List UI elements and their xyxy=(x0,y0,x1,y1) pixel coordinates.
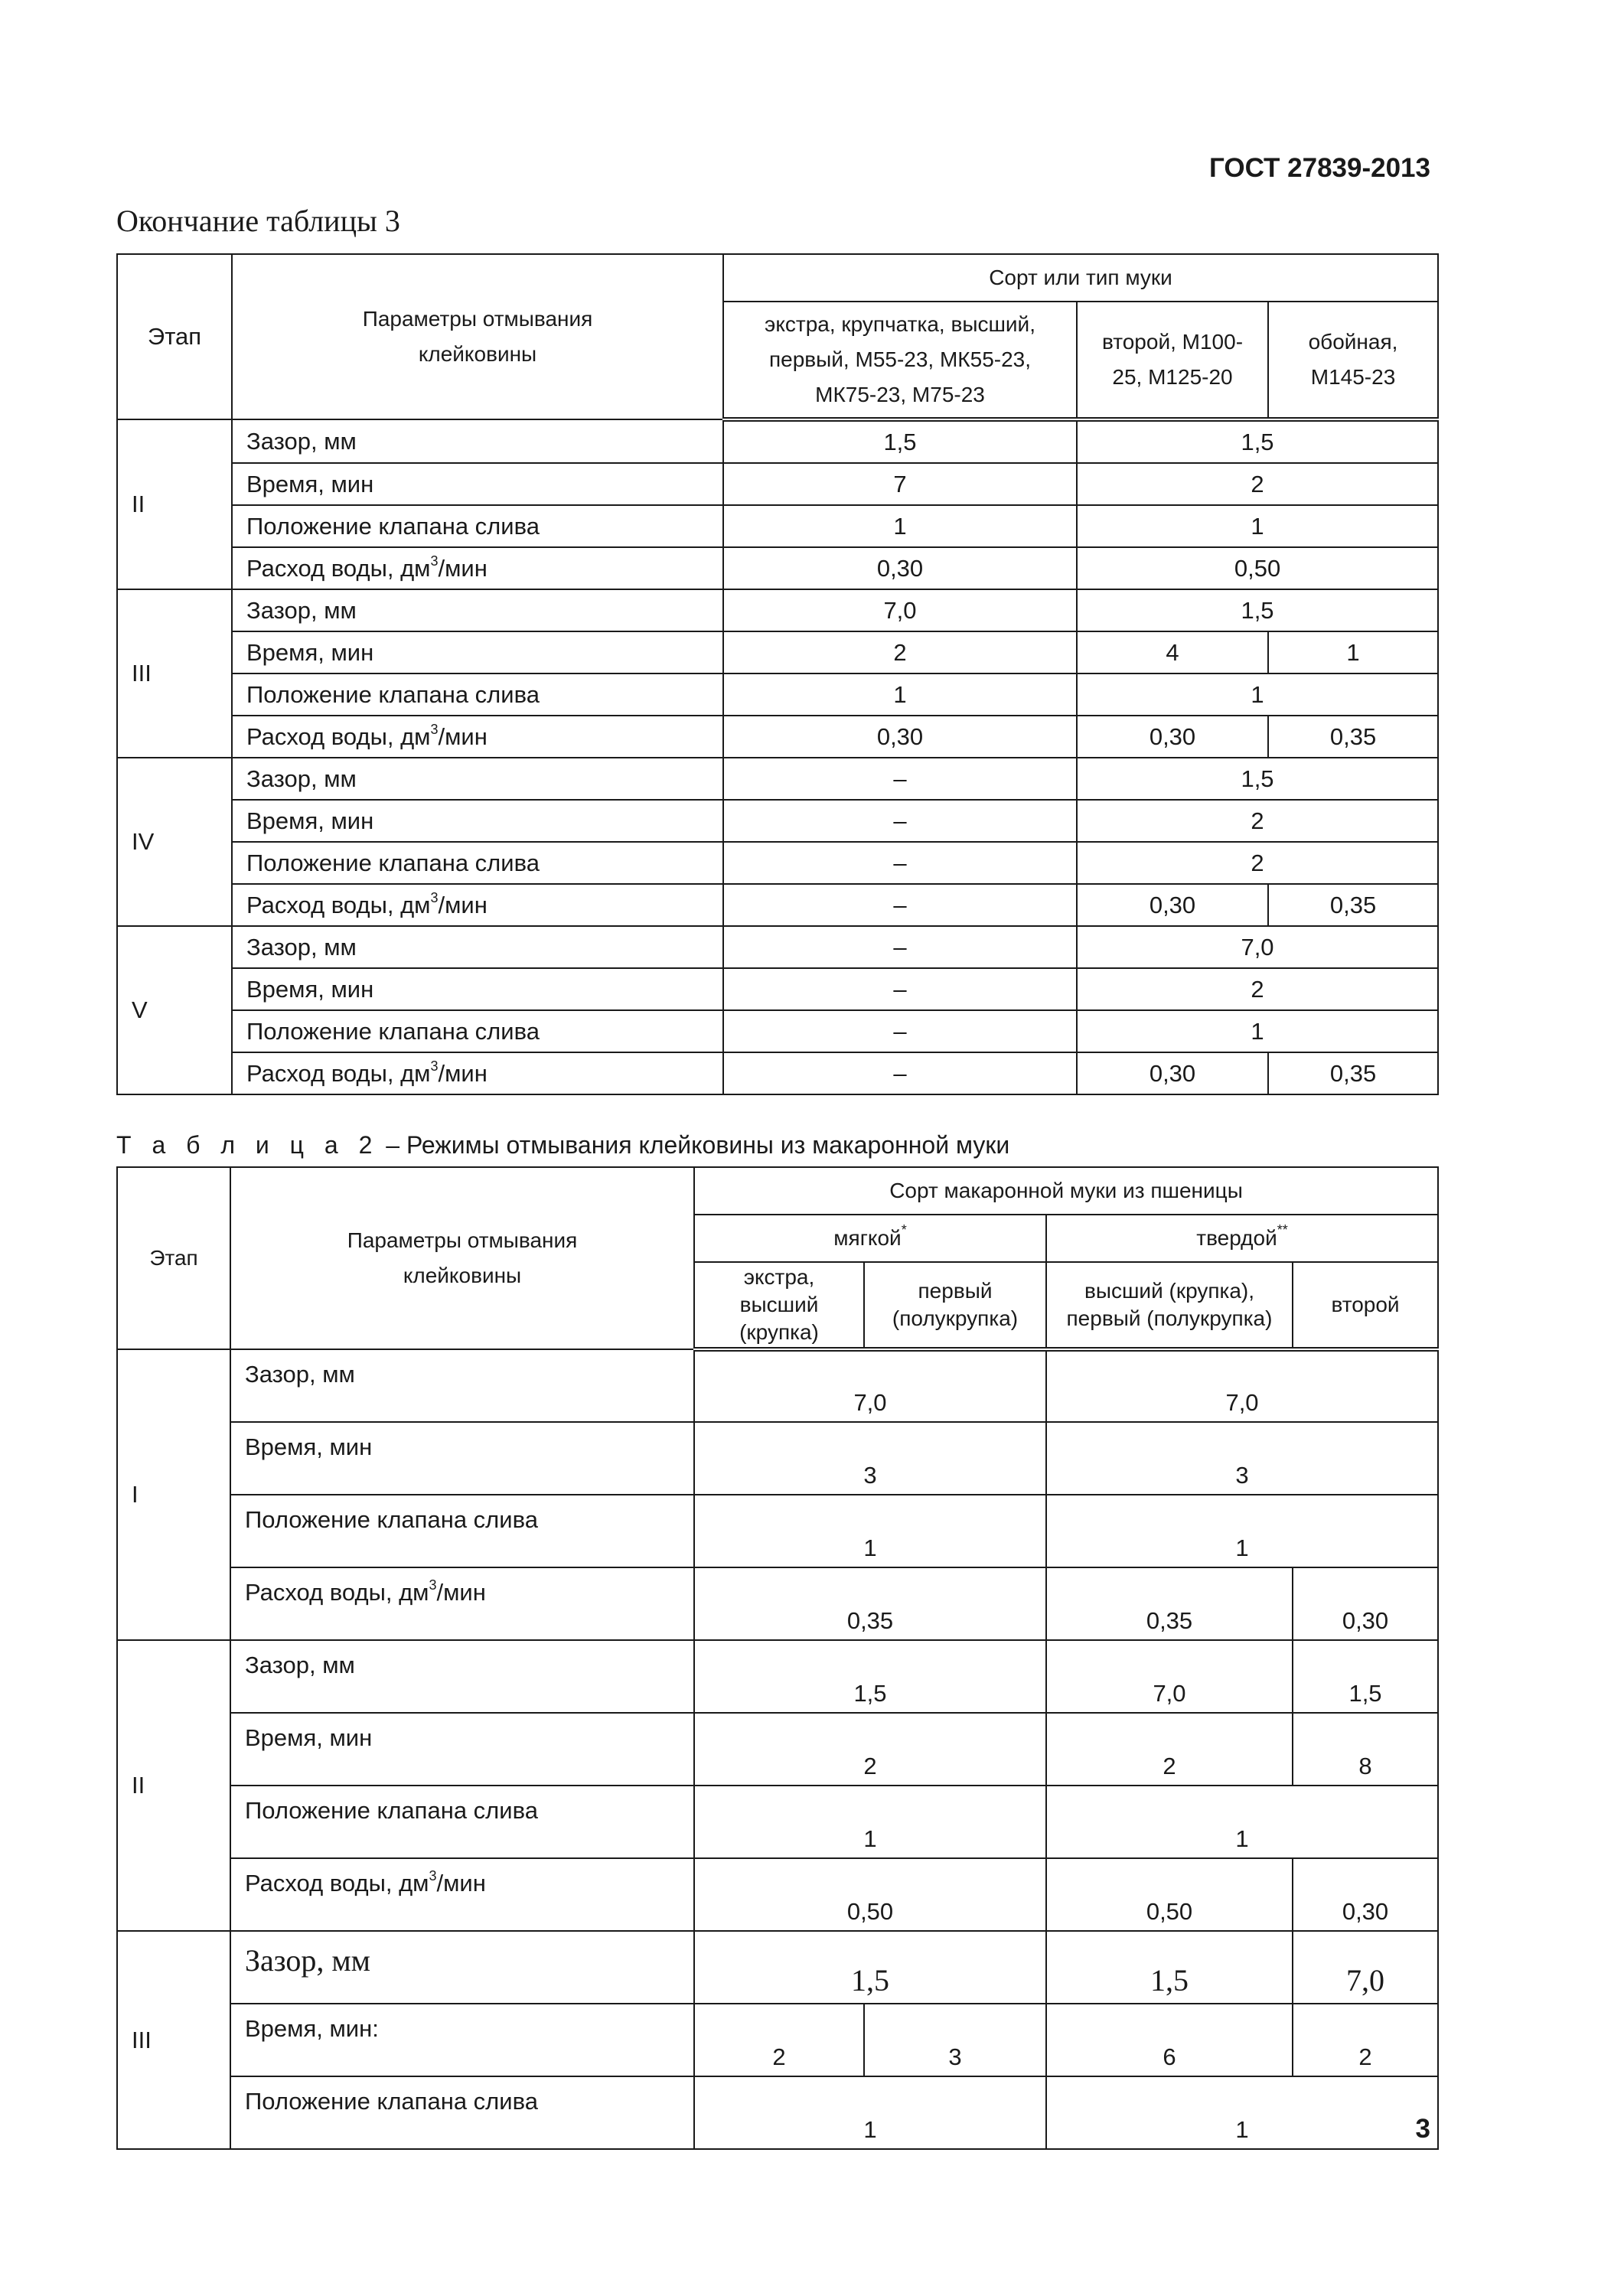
param-time: Время, мин xyxy=(232,800,723,842)
table-row xyxy=(117,1786,1438,1858)
table-row xyxy=(117,1422,1438,1495)
param-water-flow: Расход воды, $дм^3$/мин xyxy=(232,1052,723,1094)
param-valve: Положение клапана слива xyxy=(230,2076,694,2149)
header-col-hard-top: высший (крупка), первый (полукрупка) xyxy=(1046,1262,1293,1349)
value-cell: 2 xyxy=(1046,1713,1293,1786)
table-row xyxy=(117,463,1438,505)
table-row xyxy=(117,800,1438,842)
table-row xyxy=(117,2004,1438,2076)
value-cell: 7 xyxy=(723,463,1077,505)
header-col-first: первый (полукрупка) xyxy=(864,1262,1046,1349)
table-3 xyxy=(116,253,1439,1095)
stage-cell: III xyxy=(117,1931,230,2149)
param-water-flow: Расход воды, $дм^3$/мин xyxy=(232,716,723,758)
value-cell: 1,5 xyxy=(723,419,1077,463)
table-2-title: Т а б л и ц а 2 – Режимы отмывания клейковины из макаронной муки xyxy=(116,1131,1010,1159)
table-row xyxy=(117,419,1438,463)
value-cell: 0,30 xyxy=(1293,1858,1438,1931)
value-cell: 2 xyxy=(1077,968,1438,1010)
value-cell: 1 xyxy=(1046,1786,1438,1858)
table-row xyxy=(117,1495,1438,1567)
value-cell: 7,0 xyxy=(694,1349,1046,1422)
value-cell: 1 xyxy=(1268,631,1438,673)
table-row xyxy=(117,884,1438,926)
value-cell: 2 xyxy=(1077,842,1438,884)
table-row xyxy=(117,1858,1438,1931)
value-cell: – xyxy=(723,884,1077,926)
value-cell: 1,5 xyxy=(694,1640,1046,1713)
param-time: Время, мин xyxy=(232,968,723,1010)
param-time: Время, мин xyxy=(230,1713,694,1786)
value-cell: 0,30 xyxy=(1077,884,1268,926)
stage-cell: I xyxy=(117,1349,230,1640)
value-cell: 3 xyxy=(864,2004,1046,2076)
value-cell: 1 xyxy=(723,505,1077,547)
param-gap: Зазор, мм xyxy=(232,758,723,800)
param-valve: Положение клапана слива xyxy=(232,505,723,547)
value-cell: 2 xyxy=(1077,800,1438,842)
header-col-premium: экстра, крупчатка, высший, первый, М55-23, МК55-23, МК75-23, М75-23 xyxy=(723,302,1077,419)
param-gap: Зазор, мм xyxy=(232,926,723,968)
param-valve: Положение клапана слива xyxy=(232,673,723,716)
table-row xyxy=(117,1713,1438,1786)
value-cell: 0,50 xyxy=(1077,547,1438,589)
param-valve: Положение клапана слива xyxy=(230,1495,694,1567)
value-cell: 7,0 xyxy=(1293,1931,1438,2004)
param-water-flow: Расход воды, $дм^3$/мин xyxy=(230,1567,694,1640)
table-row xyxy=(117,758,1438,800)
value-cell: 4 xyxy=(1077,631,1268,673)
table-row xyxy=(117,1931,1438,2004)
table-row xyxy=(117,716,1438,758)
value-cell: 1,5 xyxy=(1077,758,1438,800)
value-cell: 7,0 xyxy=(723,589,1077,631)
value-cell: – xyxy=(723,800,1077,842)
value-cell: 2 xyxy=(723,631,1077,673)
table-row xyxy=(117,673,1438,716)
param-water-flow: Расход воды, $дм^3$/мин xyxy=(230,1858,694,1931)
table-row xyxy=(117,926,1438,968)
param-valve: Положение клапана слива xyxy=(232,842,723,884)
value-cell: 0,30 xyxy=(1293,1567,1438,1640)
value-cell: 0,35 xyxy=(1046,1567,1293,1640)
value-cell: 1 xyxy=(1046,2076,1438,2149)
value-cell: 2 xyxy=(694,2004,864,2076)
param-gap: Зазор, мм xyxy=(232,419,723,463)
table-row xyxy=(117,631,1438,673)
value-cell: 7,0 xyxy=(1046,1349,1438,1422)
table-row xyxy=(117,1567,1438,1640)
value-cell: 1,5 xyxy=(1077,589,1438,631)
table-row xyxy=(117,505,1438,547)
param-time: Время, мин xyxy=(230,1422,694,1495)
header-params: Параметры отмывания клейковины xyxy=(230,1167,694,1349)
value-cell: 1 xyxy=(1046,1495,1438,1567)
stage-cell: IV xyxy=(117,758,232,926)
value-cell: – xyxy=(723,842,1077,884)
table-row xyxy=(117,547,1438,589)
value-cell: 3 xyxy=(1046,1422,1438,1495)
value-cell: 0,35 xyxy=(1268,884,1438,926)
header-flour-group: Сорт или тип муки xyxy=(723,254,1438,302)
value-cell: 2 xyxy=(1077,463,1438,505)
value-cell: 1,5 xyxy=(1293,1640,1438,1713)
value-cell: 1 xyxy=(1077,673,1438,716)
value-cell: 0,50 xyxy=(1046,1858,1293,1931)
stage-cell: V xyxy=(117,926,232,1094)
value-cell: 0,50 xyxy=(694,1858,1046,1931)
value-cell: 1 xyxy=(723,673,1077,716)
value-cell: 0,35 xyxy=(694,1567,1046,1640)
value-cell: 0,35 xyxy=(1268,716,1438,758)
value-cell: 7,0 xyxy=(1046,1640,1293,1713)
param-gap: Зазор, мм xyxy=(230,1931,694,2004)
header-stage: Этап xyxy=(117,254,232,419)
value-cell: 1,5 xyxy=(1046,1931,1293,2004)
param-valve: Положение клапана слива xyxy=(230,1786,694,1858)
page-number: 3 xyxy=(1415,2114,1430,2144)
param-valve: Положение клапана слива xyxy=(232,1010,723,1052)
value-cell: 1 xyxy=(694,1786,1046,1858)
table-row xyxy=(117,2076,1438,2149)
value-cell: 3 xyxy=(694,1422,1046,1495)
value-cell: 0,30 xyxy=(1077,1052,1268,1094)
value-cell: 1,5 xyxy=(694,1931,1046,2004)
value-cell: 2 xyxy=(1293,2004,1438,2076)
stage-cell: II xyxy=(117,419,232,589)
header-hard-wheat: твердой** xyxy=(1046,1215,1438,1262)
param-water-flow: Расход воды, $дм^3$/мин xyxy=(232,547,723,589)
param-time: Время, мин xyxy=(232,463,723,505)
header-stage: Этап xyxy=(117,1167,230,1349)
value-cell: 1 xyxy=(1077,1010,1438,1052)
header-params: Параметры отмывания клейковины xyxy=(232,254,723,419)
table-row xyxy=(117,842,1438,884)
document-code: ГОСТ 27839-2013 xyxy=(1209,153,1430,183)
header-col-extra: экстра, высший (крупка) xyxy=(694,1262,864,1349)
param-time: Время, мин xyxy=(232,631,723,673)
header-soft-wheat: мягкой* xyxy=(694,1215,1046,1262)
table-row xyxy=(117,1640,1438,1713)
param-gap: Зазор, мм xyxy=(230,1640,694,1713)
param-water-flow: Расход воды, $дм^3$/мин xyxy=(232,884,723,926)
param-gap: Зазор, мм xyxy=(230,1349,694,1422)
table-row xyxy=(117,1010,1438,1052)
value-cell: – xyxy=(723,926,1077,968)
param-gap: Зазор, мм xyxy=(232,589,723,631)
value-cell: 1,5 xyxy=(1077,419,1438,463)
header-col-hard-second: второй xyxy=(1293,1262,1438,1349)
value-cell: 1 xyxy=(694,2076,1046,2149)
table-row xyxy=(117,1052,1438,1094)
value-cell: 1 xyxy=(694,1495,1046,1567)
value-cell: 7,0 xyxy=(1077,926,1438,968)
value-cell: – xyxy=(723,1010,1077,1052)
stage-cell: II xyxy=(117,1640,230,1931)
value-cell: 0,30 xyxy=(1077,716,1268,758)
header-col-wholegrain: обойная, М145-23 xyxy=(1268,302,1438,419)
value-cell: 8 xyxy=(1293,1713,1438,1786)
table-header-row xyxy=(117,254,1438,302)
param-time: Время, мин: xyxy=(230,2004,694,2076)
value-cell: 0,35 xyxy=(1268,1052,1438,1094)
table-continuation-caption: Окончание таблицы 3 xyxy=(116,204,400,238)
value-cell: 0,30 xyxy=(723,716,1077,758)
value-cell: 6 xyxy=(1046,2004,1293,2076)
value-cell: 1 xyxy=(1077,505,1438,547)
value-cell: – xyxy=(723,1052,1077,1094)
value-cell: – xyxy=(723,758,1077,800)
value-cell: 0,30 xyxy=(723,547,1077,589)
table-row xyxy=(117,1349,1438,1422)
table-2 xyxy=(116,1166,1439,2150)
stage-cell: III xyxy=(117,589,232,758)
table-row xyxy=(117,589,1438,631)
table-header-row xyxy=(117,1167,1438,1215)
header-col-second: второй, М100- 25, М125-20 xyxy=(1077,302,1268,419)
header-pasta-flour-group: Сорт макаронной муки из пшеницы xyxy=(694,1167,1438,1215)
value-cell: 2 xyxy=(694,1713,1046,1786)
value-cell: – xyxy=(723,968,1077,1010)
table-row xyxy=(117,968,1438,1010)
